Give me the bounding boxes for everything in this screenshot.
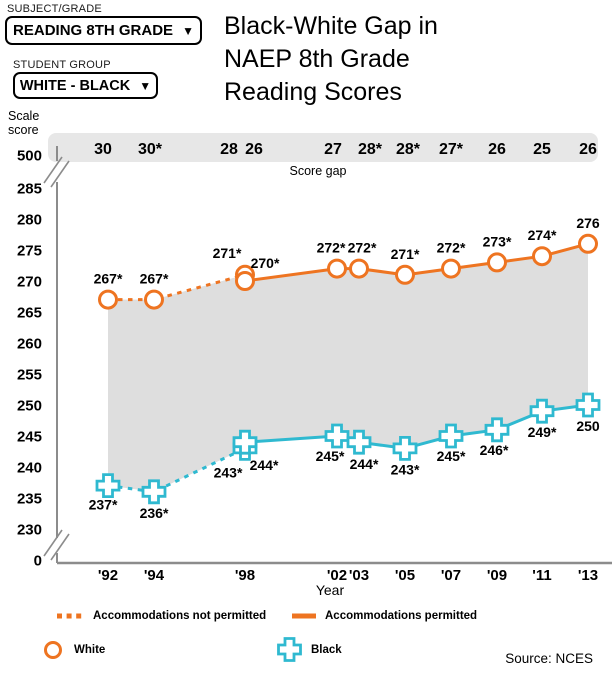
svg-text:250: 250	[16, 397, 42, 415]
svg-text:276: 276	[576, 214, 600, 231]
x-axis-tick-labels	[98, 567, 598, 584]
svg-text:'05: '05	[394, 567, 416, 584]
svg-text:30: 30	[94, 141, 112, 159]
dotted-line-icon	[55, 613, 85, 619]
svg-text:267*: 267*	[93, 270, 123, 287]
legend-accommodations-permitted	[291, 610, 477, 622]
chevron-down-icon: ▼	[139, 78, 152, 93]
circle-marker-icon	[42, 639, 64, 661]
svg-text:26: 26	[245, 141, 263, 159]
y-axis-title: Scale score	[8, 109, 40, 137]
svg-text:27*: 27*	[438, 141, 464, 159]
title-line-1: Black-White Gap in	[224, 12, 438, 40]
svg-text:28*: 28*	[357, 141, 383, 159]
svg-text:'07: '07	[440, 567, 462, 584]
svg-text:265: 265	[16, 304, 42, 322]
svg-text:'13: '13	[577, 567, 599, 584]
svg-text:0: 0	[33, 552, 42, 570]
svg-text:'94: '94	[143, 567, 165, 584]
svg-text:274*: 274*	[527, 227, 557, 244]
svg-text:235: 235	[16, 490, 42, 508]
svg-text:30*: 30*	[137, 141, 163, 159]
svg-text:'92: '92	[97, 567, 119, 584]
chevron-down-icon: ▼	[182, 23, 194, 38]
svg-text:'09: '09	[486, 567, 508, 584]
svg-text:243*: 243*	[390, 461, 420, 478]
svg-text:240: 240	[16, 459, 42, 477]
gap-shaded-area	[108, 244, 588, 492]
gap-line-chart	[0, 125, 614, 603]
svg-text:500: 500	[16, 147, 42, 165]
svg-text:260: 260	[16, 335, 42, 353]
legend-label: Accommodations not permitted	[93, 610, 267, 622]
svg-text:270: 270	[16, 273, 42, 291]
subject-grade-value: READING 8TH GRADE	[13, 22, 174, 39]
svg-text:285: 285	[16, 180, 42, 198]
svg-text:272*: 272*	[436, 239, 466, 256]
student-group-dropdown[interactable]	[13, 72, 158, 99]
legend-label: Accommodations permitted	[325, 610, 478, 622]
student-group-value: WHITE - BLACK	[19, 77, 131, 94]
page-title	[224, 10, 438, 109]
svg-text:237*: 237*	[88, 496, 118, 513]
svg-text:245: 245	[16, 428, 42, 446]
legend-white-series	[42, 639, 105, 661]
svg-text:'03: '03	[348, 567, 370, 584]
student-group-label: STUDENT GROUP	[13, 59, 111, 71]
legend-label: White	[74, 644, 106, 656]
svg-text:'98: '98	[234, 567, 256, 584]
svg-text:243*: 243*	[213, 464, 243, 481]
svg-text:26: 26	[488, 141, 506, 159]
svg-text:272*: 272*	[316, 239, 346, 256]
svg-text:26: 26	[579, 141, 597, 159]
svg-text:27: 27	[324, 141, 342, 159]
subject-grade-label: SUBJECT/GRADE	[7, 3, 102, 15]
svg-text:250: 250	[576, 418, 600, 434]
cross-marker-icon	[276, 636, 303, 663]
title-line-2: NAEP 8th Grade	[224, 45, 410, 73]
svg-text:28*: 28*	[395, 141, 421, 159]
svg-text:244*: 244*	[349, 456, 379, 473]
solid-line-icon	[291, 613, 317, 619]
legend-accommodations-not-permitted	[55, 610, 266, 622]
legend-label: Black	[311, 643, 342, 656]
y-axis-tick-labels	[17, 148, 42, 570]
svg-text:275: 275	[16, 242, 42, 260]
svg-text:273*: 273*	[482, 233, 512, 250]
svg-text:25: 25	[533, 141, 551, 159]
title-line-3: Reading Scores	[224, 78, 402, 106]
legend-black-series	[276, 636, 342, 663]
x-axis-title: Year	[315, 582, 345, 598]
source-note: Source: NCES	[505, 651, 593, 666]
svg-text:280: 280	[16, 211, 42, 229]
svg-text:28: 28	[220, 141, 238, 159]
subject-grade-dropdown[interactable]	[5, 16, 202, 45]
svg-text:271*: 271*	[212, 244, 242, 261]
svg-text:255: 255	[16, 366, 42, 384]
svg-text:249*: 249*	[527, 424, 557, 441]
svg-text:270*: 270*	[250, 255, 280, 271]
svg-text:272*: 272*	[347, 239, 377, 256]
svg-text:244*: 244*	[249, 457, 279, 474]
svg-text:246*: 246*	[479, 441, 509, 458]
svg-text:'11: '11	[532, 567, 552, 584]
svg-text:245*: 245*	[436, 448, 466, 464]
svg-text:236*: 236*	[139, 504, 169, 521]
score-gap-caption: Score gap	[289, 164, 347, 178]
svg-text:267*: 267*	[139, 270, 169, 287]
svg-text:230: 230	[16, 521, 42, 539]
svg-text:245*: 245*	[315, 448, 345, 464]
score-gap-band	[48, 133, 598, 178]
svg-text:'02: '02	[326, 567, 348, 584]
svg-text:271*: 271*	[390, 245, 420, 262]
